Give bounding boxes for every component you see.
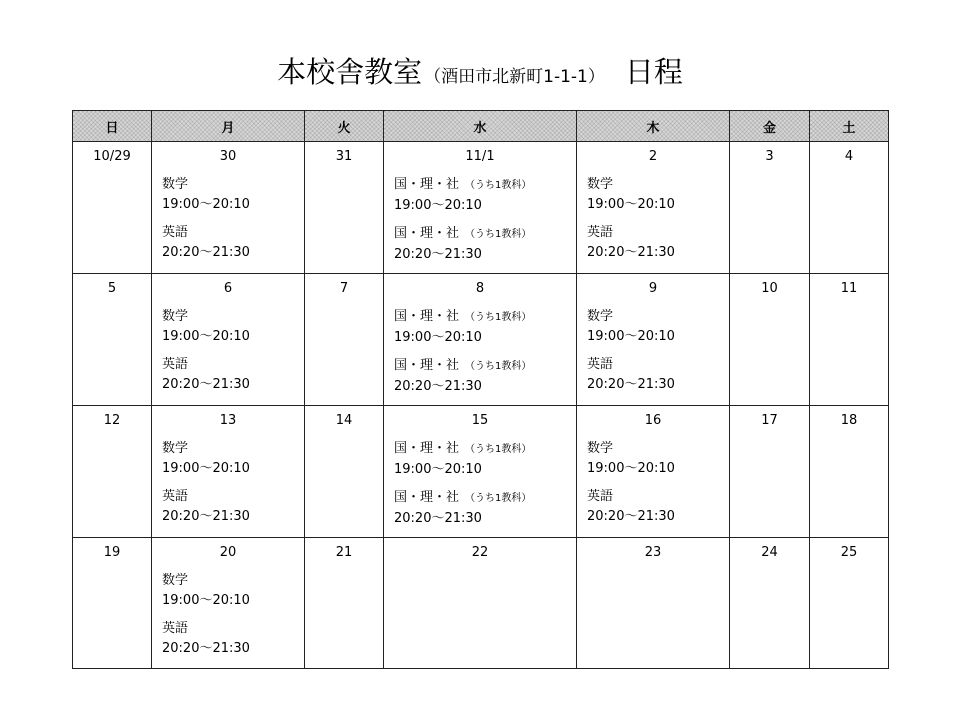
day-number: 20 bbox=[219, 545, 237, 560]
lesson-subject-line bbox=[162, 307, 304, 327]
lesson-list bbox=[577, 175, 729, 263]
day-cell bbox=[730, 142, 810, 274]
lesson-subject-line bbox=[587, 487, 729, 507]
lesson-subject: 数学 bbox=[162, 441, 189, 456]
lesson-time: 19:00〜20:10 bbox=[587, 329, 675, 344]
weekday-header: 月 bbox=[152, 111, 305, 142]
lesson-entry bbox=[162, 487, 304, 527]
lesson-time: 19:00〜20:10 bbox=[394, 462, 482, 477]
day-cell bbox=[730, 538, 810, 669]
page-title bbox=[0, 50, 960, 91]
lesson-time: 19:00〜20:10 bbox=[587, 461, 675, 476]
day-cell bbox=[810, 538, 889, 669]
lesson-time: 19:00〜20:10 bbox=[587, 197, 675, 212]
day-cell bbox=[73, 406, 152, 538]
lesson-subject-line bbox=[162, 223, 304, 243]
lesson-subject: 英語 bbox=[587, 225, 614, 240]
lesson-list bbox=[384, 439, 576, 529]
lesson-entry bbox=[587, 175, 729, 215]
lesson-subject: 英語 bbox=[162, 225, 189, 240]
lesson-entry bbox=[162, 307, 304, 347]
day-number: 11 bbox=[840, 281, 858, 296]
schedule-calendar bbox=[72, 110, 889, 669]
day-number: 14 bbox=[335, 413, 353, 428]
day-number: 2 bbox=[648, 149, 658, 164]
day-cell bbox=[305, 142, 384, 274]
lesson-note: （うち1教科） bbox=[465, 361, 532, 372]
lesson-subject-line bbox=[587, 439, 729, 459]
lesson-time: 20:20〜21:30 bbox=[394, 247, 482, 262]
day-number: 4 bbox=[844, 149, 854, 164]
lesson-time: 19:00〜20:10 bbox=[162, 329, 250, 344]
week-row bbox=[73, 274, 889, 406]
lesson-entry bbox=[162, 571, 304, 611]
lesson-subject-line bbox=[162, 619, 304, 639]
lesson-note: （うち1教科） bbox=[465, 444, 532, 455]
lesson-time: 19:00〜20:10 bbox=[162, 593, 250, 608]
lesson-time: 20:20〜21:30 bbox=[394, 379, 482, 394]
day-number: 22 bbox=[471, 545, 489, 560]
day-number: 11/1 bbox=[465, 149, 495, 164]
lesson-subject: 国・理・社 bbox=[394, 358, 460, 373]
title-main: 本校舎教室 bbox=[277, 55, 423, 89]
weekday-header: 日 bbox=[73, 111, 152, 142]
day-cell bbox=[73, 142, 152, 274]
lesson-list bbox=[152, 571, 304, 659]
lesson-time: 19:00〜20:10 bbox=[162, 197, 250, 212]
lesson-entry bbox=[162, 223, 304, 263]
day-number: 7 bbox=[339, 281, 349, 296]
lesson-time: 20:20〜21:30 bbox=[162, 509, 250, 524]
lesson-list bbox=[152, 175, 304, 263]
day-number: 10/29 bbox=[93, 149, 131, 164]
day-cell bbox=[305, 406, 384, 538]
day-cell bbox=[577, 538, 730, 669]
lesson-subject-line bbox=[394, 488, 576, 509]
lesson-list bbox=[577, 439, 729, 527]
lesson-entry bbox=[394, 175, 576, 216]
lesson-list bbox=[152, 439, 304, 527]
day-cell bbox=[384, 142, 577, 274]
lesson-subject-line bbox=[162, 439, 304, 459]
lesson-list bbox=[577, 307, 729, 395]
lesson-time: 20:20〜21:30 bbox=[162, 245, 250, 260]
lesson-note: （うち1教科） bbox=[465, 312, 532, 323]
lesson-list bbox=[384, 175, 576, 265]
weekday-header: 水 bbox=[384, 111, 577, 142]
lesson-list bbox=[384, 307, 576, 397]
lesson-entry bbox=[394, 356, 576, 397]
day-number: 13 bbox=[219, 413, 237, 428]
lesson-entry bbox=[394, 439, 576, 480]
day-number: 3 bbox=[765, 149, 774, 164]
lesson-entry bbox=[587, 355, 729, 395]
day-cell bbox=[810, 142, 889, 274]
lesson-subject: 英語 bbox=[587, 357, 614, 372]
title-location: （酒田市北新町1-1-1） bbox=[424, 67, 605, 87]
lesson-subject: 国・理・社 bbox=[394, 226, 460, 241]
lesson-subject-line bbox=[162, 487, 304, 507]
lesson-note: （うち1教科） bbox=[465, 493, 532, 504]
lesson-subject-line bbox=[394, 356, 576, 377]
lesson-entry bbox=[587, 307, 729, 347]
lesson-subject: 国・理・社 bbox=[394, 177, 460, 192]
lesson-time: 20:20〜21:30 bbox=[162, 641, 250, 656]
lesson-entry bbox=[394, 307, 576, 348]
day-number: 24 bbox=[761, 545, 778, 560]
day-number: 25 bbox=[840, 545, 858, 560]
lesson-subject: 国・理・社 bbox=[394, 441, 460, 456]
lesson-subject: 数学 bbox=[587, 441, 614, 456]
lesson-list bbox=[152, 307, 304, 395]
day-cell bbox=[152, 406, 305, 538]
lesson-subject-line bbox=[587, 307, 729, 327]
title-suffix: 日程 bbox=[624, 55, 683, 89]
lesson-subject-line bbox=[394, 439, 576, 460]
lesson-subject-line bbox=[587, 175, 729, 195]
lesson-subject-line bbox=[587, 223, 729, 243]
weekday-header: 金 bbox=[730, 111, 810, 142]
day-number: 18 bbox=[840, 413, 858, 428]
day-cell bbox=[152, 538, 305, 669]
lesson-subject: 数学 bbox=[162, 573, 189, 588]
weekday-header: 火 bbox=[305, 111, 384, 142]
day-number: 30 bbox=[219, 149, 237, 164]
week-row bbox=[73, 538, 889, 669]
day-number: 5 bbox=[107, 281, 117, 296]
lesson-time: 20:20〜21:30 bbox=[587, 377, 675, 392]
lesson-entry bbox=[162, 439, 304, 479]
day-number: 17 bbox=[761, 413, 778, 428]
lesson-subject: 数学 bbox=[587, 177, 614, 192]
lesson-subject-line bbox=[162, 571, 304, 591]
day-cell bbox=[73, 538, 152, 669]
weekday-header: 土 bbox=[810, 111, 889, 142]
lesson-subject: 英語 bbox=[162, 621, 189, 636]
lesson-time: 19:00〜20:10 bbox=[162, 461, 250, 476]
lesson-subject: 英語 bbox=[162, 489, 189, 504]
day-cell bbox=[152, 142, 305, 274]
day-number: 12 bbox=[103, 413, 121, 428]
day-cell bbox=[384, 274, 577, 406]
lesson-note: （うち1教科） bbox=[465, 229, 532, 240]
lesson-time: 20:20〜21:30 bbox=[162, 377, 250, 392]
calendar-body bbox=[73, 142, 889, 669]
day-cell bbox=[730, 406, 810, 538]
lesson-subject: 英語 bbox=[587, 489, 614, 504]
lesson-entry bbox=[394, 488, 576, 529]
weekday-header: 木 bbox=[577, 111, 730, 142]
lesson-time: 20:20〜21:30 bbox=[394, 511, 482, 526]
day-cell bbox=[384, 406, 577, 538]
lesson-time: 19:00〜20:10 bbox=[394, 198, 482, 213]
day-number: 19 bbox=[103, 545, 121, 560]
lesson-time: 19:00〜20:10 bbox=[394, 330, 482, 345]
lesson-subject: 英語 bbox=[162, 357, 189, 372]
day-number: 10 bbox=[761, 281, 778, 296]
week-row bbox=[73, 406, 889, 538]
day-number: 9 bbox=[648, 281, 658, 296]
lesson-time: 20:20〜21:30 bbox=[587, 245, 675, 260]
day-number: 6 bbox=[223, 281, 233, 296]
lesson-note: （うち1教科） bbox=[465, 180, 532, 191]
lesson-subject: 国・理・社 bbox=[394, 309, 460, 324]
lesson-subject: 国・理・社 bbox=[394, 490, 460, 505]
day-cell bbox=[305, 538, 384, 669]
day-cell bbox=[810, 406, 889, 538]
day-cell bbox=[577, 274, 730, 406]
lesson-subject: 数学 bbox=[162, 177, 189, 192]
day-cell bbox=[577, 406, 730, 538]
lesson-subject-line bbox=[394, 224, 576, 245]
lesson-entry bbox=[587, 487, 729, 527]
lesson-entry bbox=[162, 355, 304, 395]
day-cell bbox=[384, 538, 577, 669]
lesson-subject-line bbox=[162, 355, 304, 375]
day-number: 21 bbox=[335, 545, 353, 560]
lesson-subject-line bbox=[394, 175, 576, 196]
lesson-subject-line bbox=[162, 175, 304, 195]
weekday-header-row bbox=[73, 111, 889, 142]
day-number: 15 bbox=[471, 413, 489, 428]
day-cell bbox=[73, 274, 152, 406]
day-cell bbox=[152, 274, 305, 406]
lesson-subject: 数学 bbox=[162, 309, 189, 324]
day-number: 31 bbox=[335, 149, 353, 164]
lesson-entry bbox=[162, 619, 304, 659]
lesson-time: 20:20〜21:30 bbox=[587, 509, 675, 524]
lesson-subject: 数学 bbox=[587, 309, 614, 324]
lesson-subject-line bbox=[587, 355, 729, 375]
day-cell bbox=[730, 274, 810, 406]
lesson-entry bbox=[162, 175, 304, 215]
day-number: 16 bbox=[644, 413, 662, 428]
day-cell bbox=[305, 274, 384, 406]
week-row bbox=[73, 142, 889, 274]
lesson-subject-line bbox=[394, 307, 576, 328]
day-cell bbox=[577, 142, 730, 274]
day-cell bbox=[810, 274, 889, 406]
lesson-entry bbox=[587, 223, 729, 263]
day-number: 8 bbox=[475, 281, 485, 296]
day-number: 23 bbox=[644, 545, 662, 560]
lesson-entry bbox=[394, 224, 576, 265]
lesson-entry bbox=[587, 439, 729, 479]
